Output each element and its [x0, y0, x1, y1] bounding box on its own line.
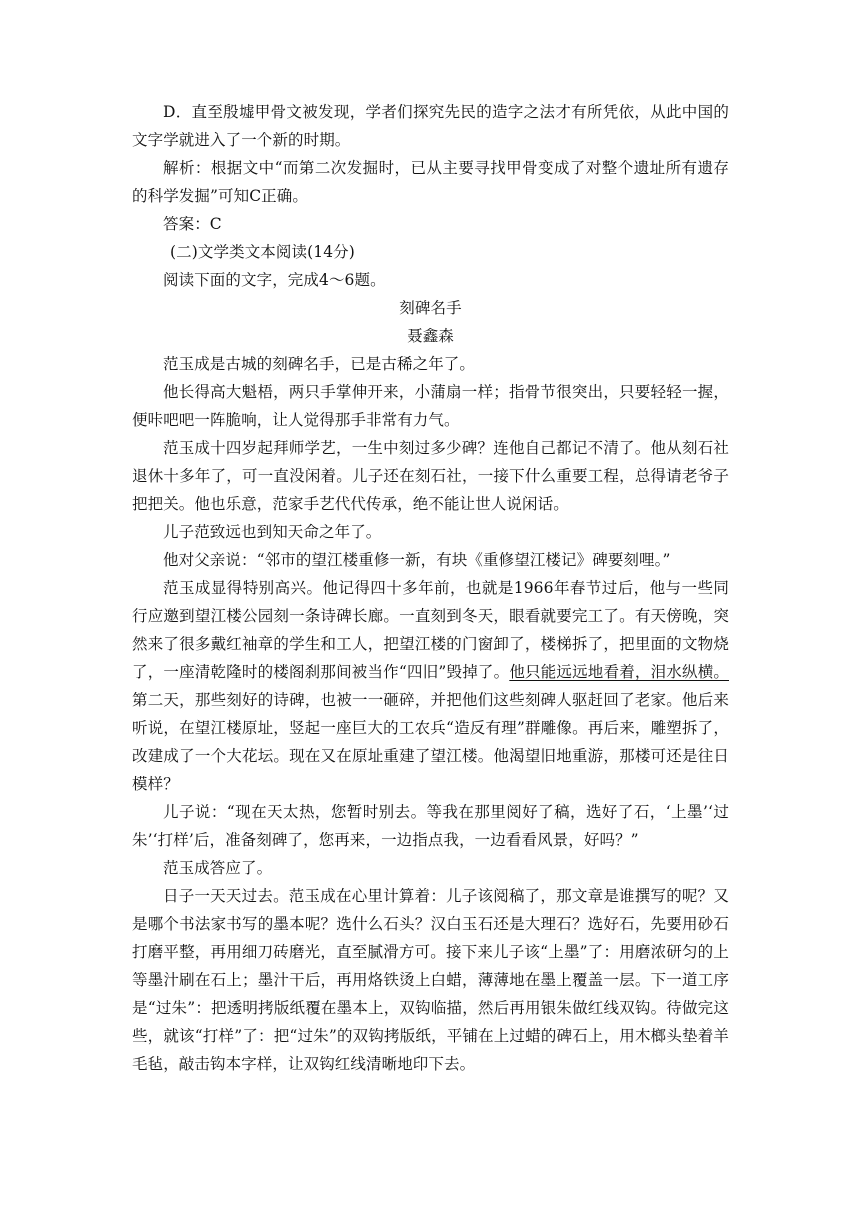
paragraph: 他长得高大魁梧，两只手掌伸开来，小蒲扇一样；指骨节很突出，只要轻轻一握，便咔吧吧一阵脆响，让人觉得那手非常有力气。 [132, 383, 729, 429]
story-author: 聂鑫森 [407, 327, 454, 345]
answer: 答案：C [163, 215, 222, 233]
option-d: D．直至殷墟甲骨文被发现，学者们探究先民的造字之法才有所凭依，从此中国的文字学就进入了一个新的时期。 [132, 103, 729, 149]
paragraph: 日子一天天过去。范玉成在心里计算着：儿子该阅稿了，那文章是谁撰写的呢？又是哪个书法家书写的墨本呢？选什么石头？汉白玉石还是大理石？选好石，先要用砂石打磨平整，再用细刀砖磨光，直至腻滑方可。接下来儿子该“上墨”了：用磨浓研匀的上等墨汁刷在石上；墨汁干后，再用烙铁烫上白蜡，薄薄地在墨上覆盖一层。下一道工序是“过朱”：把透明拷版纸覆在墨本上，双钩临描，然后再用银朱做红线双钩。待做完这些，就该“打样”了：把“过朱”的双钩拷版纸，平铺在上过蜡的碑石上，用木榔头垫着羊毛毡，敲击钩本字样，让双钩红线清晰地印下去。 [132, 887, 729, 1073]
paragraph: 范玉成是古城的刻碑名手，已是古稀之年了。 [163, 355, 476, 373]
paragraph: 范玉成答应了。 [163, 859, 273, 877]
paragraph: 范玉成十四岁起拜师学艺，一生中刻过多少碑？连他自己都记不清了。他从刻石社退休十多年了，可一直没闲着。儿子还在刻石社，一接下什么重要工程，总得请老爷子把把关。他也乐意，范家手艺代代传承，绝不能让世人说闲话。 [132, 439, 729, 513]
story-title: 刻碑名手 [399, 299, 462, 317]
paragraph: 儿子范致远也到知天命之年了。 [163, 523, 382, 541]
document-body [132, 98, 729, 1078]
underlined-sentence: 他只能远远地看着，泪水纵横。 [509, 663, 729, 681]
paragraph-text-before: 范玉成显得特别高兴。他记得四十多年前，也就是1966年春节过后，他与一些同行应邀到望江楼公园刻一条诗碑长廊。一直刻到冬天，眼看就要完工了。有天傍晚，突然来了很多戴红袖章的学生和工人，把望江楼的门窗卸了，楼梯拆了，把里面的文物烧了，一座清乾隆时的楼阁刹那间被当作“四旧”毁掉了。 [132, 579, 729, 681]
paragraph: 儿子说：“现在天太热，您暂时别去。等我在那里阅好了稿，选好了石，‘上墨’‘过朱’‘打样’后，准备刻碑了，您再来，一边指点我，一边看看风景，好吗？” [132, 803, 729, 849]
paragraph-text-after: 第二天，那些刻好的诗碑，也被一一砸碎，并把他们这些刻碑人驱赶回了老家。他后来听说，在望江楼原址，竖起一座巨大的工农兵“造反有理”群雕像。再后来，雕塑拆了，改建成了一个大花坛。现在又在原址重建了望江楼。他渴望旧地重游，那楼可还是往日模样？ [132, 691, 729, 793]
analysis: 解析：根据文中“而第二次发掘时，已从主要寻找甲骨变成了对整个遗址所有遗存的科学发掘”可知C正确。 [132, 159, 729, 205]
paragraph: 他对父亲说：“邻市的望江楼重修一新，有块《重修望江楼记》碑要刻哩。” [163, 551, 671, 569]
instruction: 阅读下面的文字，完成4～6题。 [163, 271, 386, 289]
section-title: (二)文学类文本阅读(14分) [170, 243, 355, 261]
paragraph-with-underline [132, 574, 729, 798]
